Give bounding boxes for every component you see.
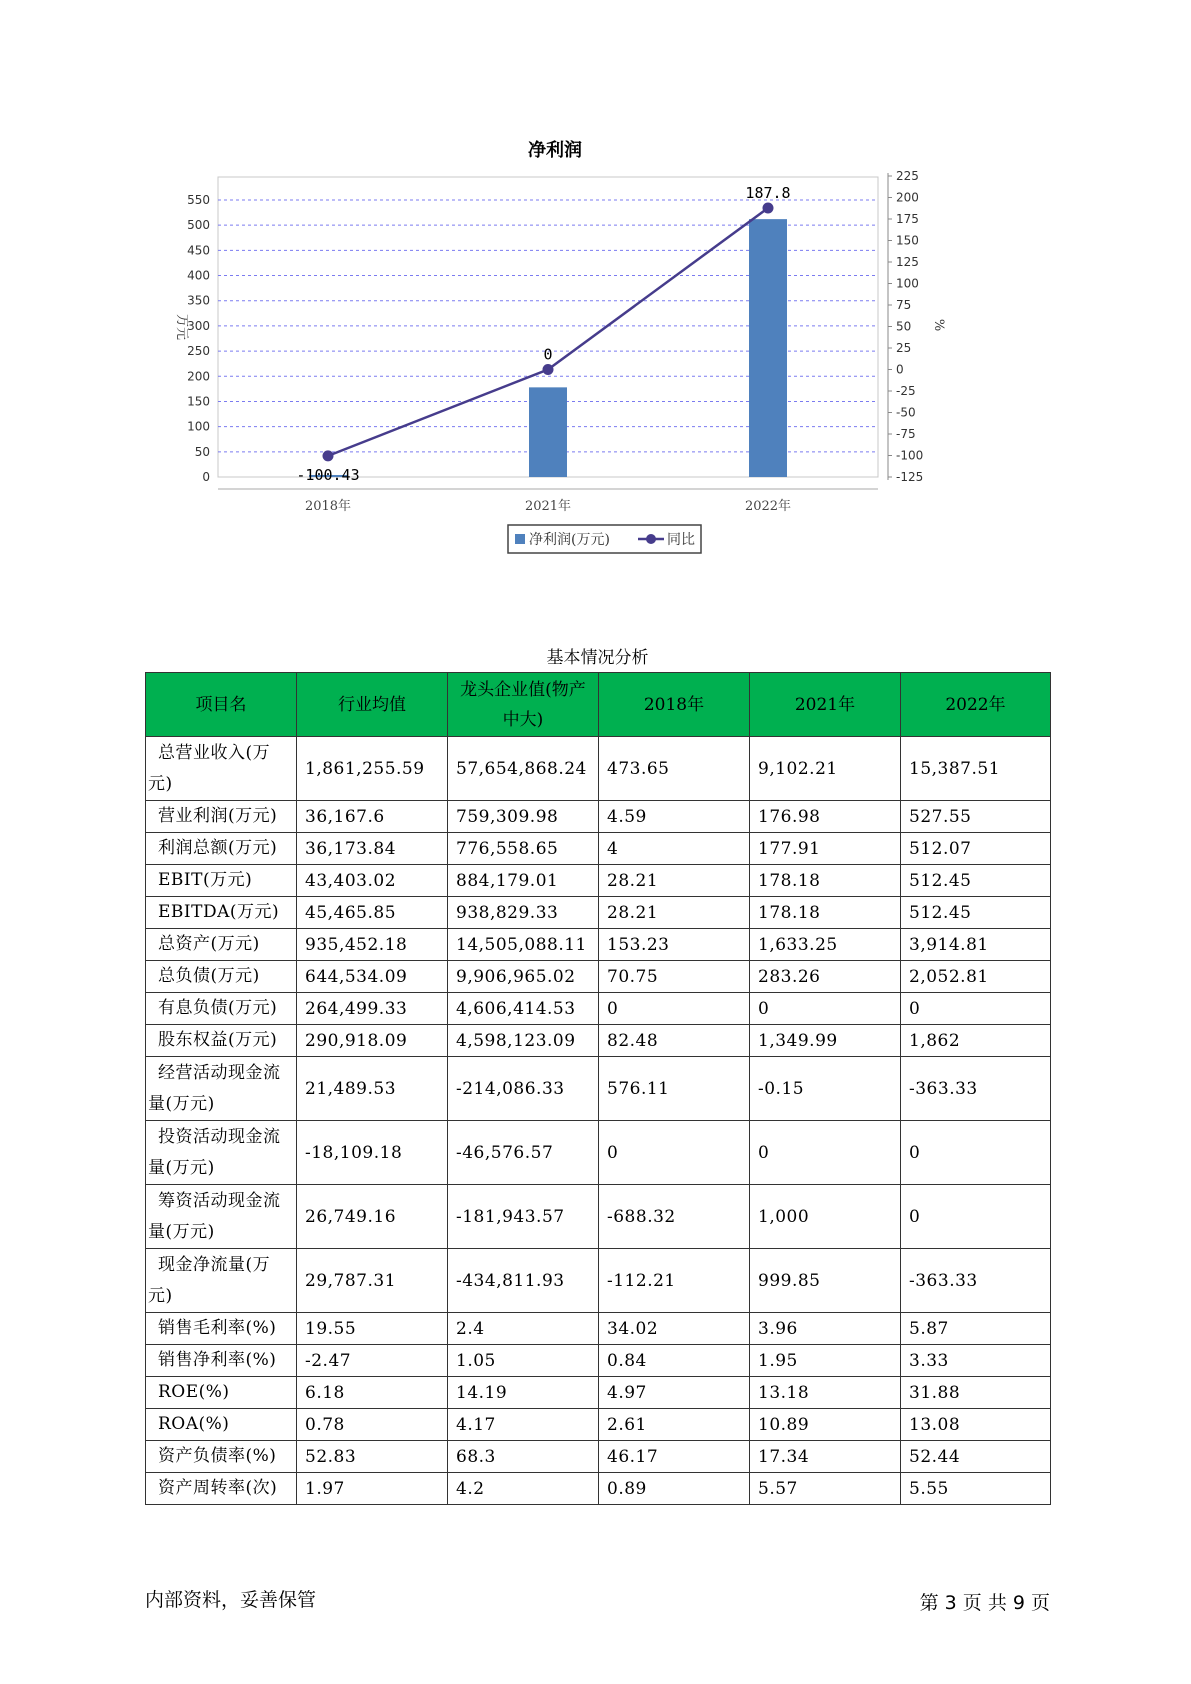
y-tick-label: 500 bbox=[187, 218, 210, 233]
value-cell: 14,505,088.11 bbox=[448, 929, 599, 961]
data-label: 187.8 bbox=[745, 183, 791, 202]
value-cell: 36,173.84 bbox=[297, 833, 448, 865]
value-cell: -363.33 bbox=[901, 1249, 1051, 1313]
value-cell: 5.55 bbox=[901, 1473, 1051, 1505]
table-row bbox=[146, 833, 1051, 865]
row-label-cell: 利润总额(万元) bbox=[146, 833, 297, 865]
x-tick-label: 2018年 bbox=[304, 499, 352, 514]
header-2022: 2022年 bbox=[901, 673, 1051, 737]
chart-title: 净利润 bbox=[528, 140, 582, 161]
table-row bbox=[146, 1313, 1051, 1345]
table-row bbox=[146, 961, 1051, 993]
value-cell: 644,534.09 bbox=[297, 961, 448, 993]
value-cell: 43,403.02 bbox=[297, 865, 448, 897]
row-label-cell: 有息负债(万元) bbox=[146, 993, 297, 1025]
y-tick-label: 0 bbox=[202, 470, 210, 484]
value-cell: 36,167.6 bbox=[297, 801, 448, 833]
y2-tick-label: 200 bbox=[896, 190, 919, 205]
value-cell: 512.45 bbox=[901, 865, 1051, 897]
row-label-cell: 总营业收入(万元) bbox=[146, 737, 297, 801]
value-cell: 0 bbox=[599, 1121, 750, 1185]
line-point bbox=[323, 450, 334, 461]
table-row bbox=[146, 801, 1051, 833]
value-cell: 17.34 bbox=[750, 1441, 901, 1473]
value-cell: 0 bbox=[901, 1185, 1051, 1249]
value-cell: 177.91 bbox=[750, 833, 901, 865]
row-label-cell: 股东权益(万元) bbox=[146, 1025, 297, 1057]
value-cell: 4,598,123.09 bbox=[448, 1025, 599, 1057]
value-cell: 9,102.21 bbox=[750, 737, 901, 801]
value-cell: 1,861,255.59 bbox=[297, 737, 448, 801]
value-cell: 1.97 bbox=[297, 1473, 448, 1505]
table-row bbox=[146, 993, 1051, 1025]
value-cell: 13.18 bbox=[750, 1377, 901, 1409]
row-label-cell: 资产负债率(%) bbox=[146, 1441, 297, 1473]
value-cell: 1,349.99 bbox=[750, 1025, 901, 1057]
y2-tick-label: 100 bbox=[896, 276, 919, 291]
value-cell: -18,109.18 bbox=[297, 1121, 448, 1185]
y2-tick-label: -50 bbox=[896, 405, 916, 420]
value-cell: 4 bbox=[599, 833, 750, 865]
value-cell: 283.26 bbox=[750, 961, 901, 993]
table-row bbox=[146, 1345, 1051, 1377]
value-cell: 14.19 bbox=[448, 1377, 599, 1409]
legend-line-marker bbox=[646, 534, 656, 544]
value-cell: 176.98 bbox=[750, 801, 901, 833]
table-row bbox=[146, 1441, 1051, 1473]
value-cell: -46,576.57 bbox=[448, 1121, 599, 1185]
row-label-cell: ROA(%) bbox=[146, 1409, 297, 1441]
value-cell: 473.65 bbox=[599, 737, 750, 801]
value-cell: 5.57 bbox=[750, 1473, 901, 1505]
header-item-name: 项目名 bbox=[146, 673, 297, 737]
y2-tick-label: 75 bbox=[896, 298, 912, 312]
header-2021: 2021年 bbox=[750, 673, 901, 737]
value-cell: 512.45 bbox=[901, 897, 1051, 929]
x-tick-label: 2021年 bbox=[524, 499, 572, 514]
value-cell: 57,654,868.24 bbox=[448, 737, 599, 801]
value-cell: 935,452.18 bbox=[297, 929, 448, 961]
table-row bbox=[146, 1057, 1051, 1121]
value-cell: -434,811.93 bbox=[448, 1249, 599, 1313]
table-row bbox=[146, 865, 1051, 897]
legend-bar-label: 净利润(万元) bbox=[529, 532, 610, 548]
data-label: 0 bbox=[543, 345, 553, 364]
value-cell: 0 bbox=[901, 1121, 1051, 1185]
row-label-cell: 投资活动现金流量(万元) bbox=[146, 1121, 297, 1185]
y2-tick-label: -100 bbox=[896, 448, 924, 463]
value-cell: 4.2 bbox=[448, 1473, 599, 1505]
y2-tick-label: 150 bbox=[896, 233, 919, 248]
x-tick-label: 2022年 bbox=[744, 499, 792, 514]
table-row bbox=[146, 1377, 1051, 1409]
row-label-cell: EBIT(万元) bbox=[146, 865, 297, 897]
value-cell: 264,499.33 bbox=[297, 993, 448, 1025]
value-cell: 70.75 bbox=[599, 961, 750, 993]
value-cell: 10.89 bbox=[750, 1409, 901, 1441]
line-point bbox=[763, 202, 774, 213]
y2-tick-label: -25 bbox=[896, 384, 916, 398]
y-tick-label: 50 bbox=[194, 444, 210, 459]
line-point bbox=[543, 364, 554, 375]
y-tick-label: 150 bbox=[187, 394, 210, 409]
net-profit-chart bbox=[160, 135, 1040, 595]
table-row bbox=[146, 737, 1051, 801]
row-label-cell: 筹资活动现金流量(万元) bbox=[146, 1185, 297, 1249]
value-cell: 3.33 bbox=[901, 1345, 1051, 1377]
footer-page-number: 第 3 页 共 9 页 bbox=[919, 1592, 1050, 1614]
value-cell: 4,606,414.53 bbox=[448, 993, 599, 1025]
header-industry-avg: 行业均值 bbox=[297, 673, 448, 737]
table-row bbox=[146, 1473, 1051, 1505]
y2-tick-label: 125 bbox=[896, 255, 919, 269]
y2-tick-label: -125 bbox=[896, 470, 924, 484]
table-header-row bbox=[146, 673, 1051, 737]
value-cell: 4.97 bbox=[599, 1377, 750, 1409]
value-cell: 999.85 bbox=[750, 1249, 901, 1313]
value-cell: 19.55 bbox=[297, 1313, 448, 1345]
value-cell: -688.32 bbox=[599, 1185, 750, 1249]
value-cell: 6.18 bbox=[297, 1377, 448, 1409]
value-cell: 21,489.53 bbox=[297, 1057, 448, 1121]
value-cell: 1,633.25 bbox=[750, 929, 901, 961]
value-cell: 2.4 bbox=[448, 1313, 599, 1345]
value-cell: 0 bbox=[599, 993, 750, 1025]
value-cell: 52.83 bbox=[297, 1441, 448, 1473]
value-cell: 4.59 bbox=[599, 801, 750, 833]
value-cell: -214,086.33 bbox=[448, 1057, 599, 1121]
row-label-cell: 总负债(万元) bbox=[146, 961, 297, 993]
footer-confidential-note: 内部资料，妥善保管 bbox=[145, 1589, 317, 1611]
value-cell: 776,558.65 bbox=[448, 833, 599, 865]
table-row bbox=[146, 1409, 1051, 1441]
value-cell: 512.07 bbox=[901, 833, 1051, 865]
value-cell: -2.47 bbox=[297, 1345, 448, 1377]
table-row bbox=[146, 1025, 1051, 1057]
value-cell: 15,387.51 bbox=[901, 737, 1051, 801]
value-cell: -363.33 bbox=[901, 1057, 1051, 1121]
value-cell: 4.17 bbox=[448, 1409, 599, 1441]
value-cell: 178.18 bbox=[750, 865, 901, 897]
row-label-cell: EBITDA(万元) bbox=[146, 897, 297, 929]
table-row bbox=[146, 1121, 1051, 1185]
value-cell: 2.61 bbox=[599, 1409, 750, 1441]
y2-tick-label: 25 bbox=[896, 341, 912, 355]
table-caption: 基本情况分析 bbox=[546, 648, 649, 668]
row-label-cell: 资产周转率(次) bbox=[146, 1473, 297, 1505]
y2-tick-label: -75 bbox=[896, 427, 916, 441]
header-leader-value: 龙头企业值(物产中大) bbox=[448, 673, 599, 737]
value-cell: 576.11 bbox=[599, 1057, 750, 1121]
value-cell: 52.44 bbox=[901, 1441, 1051, 1473]
value-cell: 153.23 bbox=[599, 929, 750, 961]
row-label-cell: 总资产(万元) bbox=[146, 929, 297, 961]
y-tick-label: 450 bbox=[187, 243, 210, 258]
legend-line-label: 同比 bbox=[667, 532, 695, 548]
data-label: -100.43 bbox=[296, 465, 360, 484]
row-label-cell: ROE(%) bbox=[146, 1377, 297, 1409]
y2-tick-label: 0 bbox=[896, 362, 904, 377]
y-tick-label: 100 bbox=[187, 419, 210, 434]
value-cell: 26,749.16 bbox=[297, 1185, 448, 1249]
value-cell: 0.78 bbox=[297, 1409, 448, 1441]
basic-analysis-table bbox=[145, 672, 1051, 1505]
row-label-cell: 现金净流量(万元) bbox=[146, 1249, 297, 1313]
table-row bbox=[146, 1185, 1051, 1249]
value-cell: 290,918.09 bbox=[297, 1025, 448, 1057]
y-tick-label: 550 bbox=[187, 193, 210, 207]
value-cell: 31.88 bbox=[901, 1377, 1051, 1409]
value-cell: 13.08 bbox=[901, 1409, 1051, 1441]
value-cell: 1,000 bbox=[750, 1185, 901, 1249]
table-row bbox=[146, 929, 1051, 961]
value-cell: 0 bbox=[901, 993, 1051, 1025]
value-cell: 0 bbox=[750, 993, 901, 1025]
y-tick-label: 300 bbox=[187, 318, 210, 333]
value-cell: -112.21 bbox=[599, 1249, 750, 1313]
y2-tick-label: 50 bbox=[896, 319, 912, 334]
value-cell: 0.84 bbox=[599, 1345, 750, 1377]
row-label-cell: 营业利润(万元) bbox=[146, 801, 297, 833]
value-cell: 45,465.85 bbox=[297, 897, 448, 929]
value-cell: 2,052.81 bbox=[901, 961, 1051, 993]
bar-2021年 bbox=[529, 387, 567, 477]
legend-bar-swatch bbox=[515, 534, 525, 544]
row-label-cell: 销售净利率(%) bbox=[146, 1345, 297, 1377]
y2-tick-label: 225 bbox=[896, 169, 919, 183]
bar-2022年 bbox=[749, 219, 787, 477]
value-cell: 759,309.98 bbox=[448, 801, 599, 833]
value-cell: -181,943.57 bbox=[448, 1185, 599, 1249]
header-2018: 2018年 bbox=[599, 673, 750, 737]
value-cell: 938,829.33 bbox=[448, 897, 599, 929]
value-cell: 1,862 bbox=[901, 1025, 1051, 1057]
chart-canvas bbox=[160, 135, 1040, 595]
value-cell: 1.95 bbox=[750, 1345, 901, 1377]
y-tick-label: 400 bbox=[187, 268, 210, 283]
value-cell: 29,787.31 bbox=[297, 1249, 448, 1313]
value-cell: 527.55 bbox=[901, 801, 1051, 833]
value-cell: 9,906,965.02 bbox=[448, 961, 599, 993]
y2-axis-label: % bbox=[931, 318, 946, 332]
y-tick-label: 250 bbox=[187, 344, 210, 359]
value-cell: 28.21 bbox=[599, 897, 750, 929]
value-cell: 34.02 bbox=[599, 1313, 750, 1345]
value-cell: 3.96 bbox=[750, 1313, 901, 1345]
y2-tick-label: 175 bbox=[896, 212, 919, 226]
value-cell: -0.15 bbox=[750, 1057, 901, 1121]
value-cell: 46.17 bbox=[599, 1441, 750, 1473]
value-cell: 884,179.01 bbox=[448, 865, 599, 897]
value-cell: 178.18 bbox=[750, 897, 901, 929]
y-axis-label: 万元 bbox=[174, 313, 189, 341]
value-cell: 5.87 bbox=[901, 1313, 1051, 1345]
y-tick-label: 350 bbox=[187, 293, 210, 308]
value-cell: 3,914.81 bbox=[901, 929, 1051, 961]
y-tick-label: 200 bbox=[187, 369, 210, 384]
value-cell: 82.48 bbox=[599, 1025, 750, 1057]
row-label-cell: 经营活动现金流量(万元) bbox=[146, 1057, 297, 1121]
value-cell: 0.89 bbox=[599, 1473, 750, 1505]
row-label-cell: 销售毛利率(%) bbox=[146, 1313, 297, 1345]
table-row bbox=[146, 1249, 1051, 1313]
value-cell: 1.05 bbox=[448, 1345, 599, 1377]
value-cell: 28.21 bbox=[599, 865, 750, 897]
value-cell: 0 bbox=[750, 1121, 901, 1185]
table-row bbox=[146, 897, 1051, 929]
value-cell: 68.3 bbox=[448, 1441, 599, 1473]
